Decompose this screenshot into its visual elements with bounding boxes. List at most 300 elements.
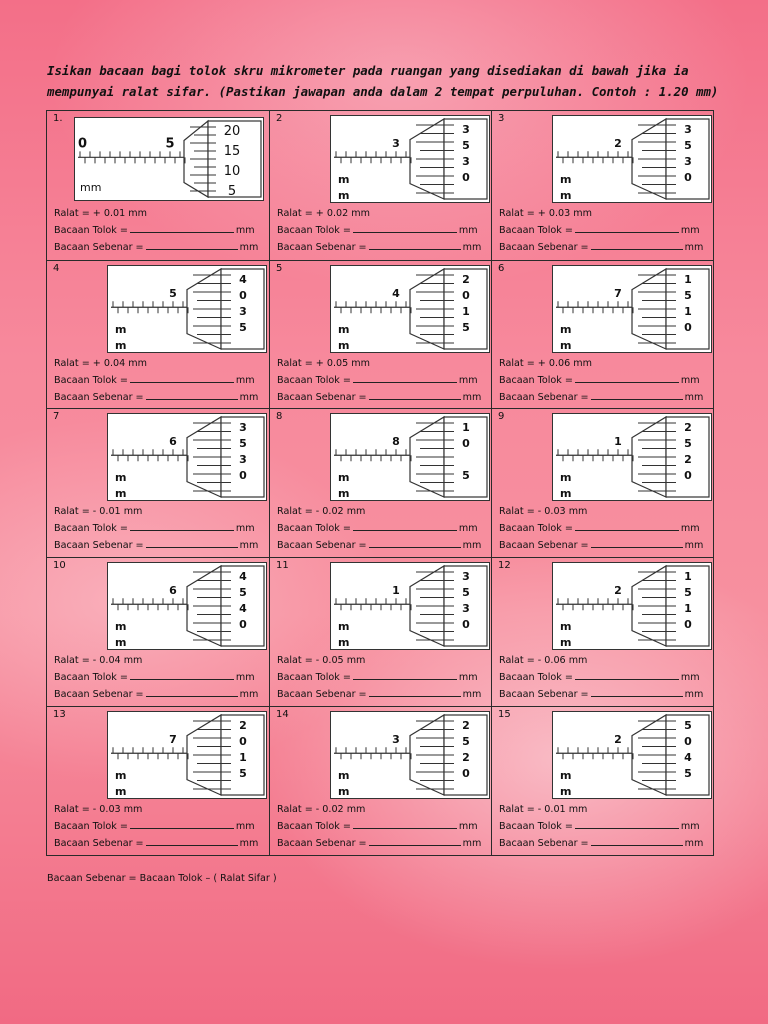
unit-text: mm	[680, 225, 700, 236]
exercise-cell	[270, 111, 492, 261]
exercise-number: 3	[498, 113, 505, 124]
unit-label-bottom: m	[338, 636, 350, 649]
answer-lines	[277, 355, 481, 406]
unit-text: mm	[462, 392, 482, 403]
gauge-reading-blank[interactable]	[353, 521, 457, 531]
thimble-number: 2	[684, 453, 692, 466]
zero-error-line	[54, 355, 258, 372]
thimble-number: 3	[462, 123, 470, 136]
unit-label: mm	[80, 181, 102, 194]
unit-text: mm	[235, 672, 255, 683]
unit-text: mm	[235, 821, 255, 832]
unit-text: mm	[680, 523, 700, 534]
unit-text: mm	[239, 838, 259, 849]
exercise-number: 4	[53, 263, 60, 274]
sleeve-number: 1	[614, 435, 622, 449]
unit-label-bottom: m	[338, 487, 350, 500]
unit-label-bottom: m	[115, 636, 127, 649]
zero-error-text: Ralat = + 0.02 mm	[277, 208, 370, 219]
gauge-reading-label: Bacaan Tolok =	[54, 672, 128, 683]
gauge-reading-label: Bacaan Tolok =	[54, 375, 128, 386]
thimble-number: 5	[239, 321, 247, 334]
exercise-cell	[270, 558, 492, 707]
unit-text: mm	[239, 242, 259, 253]
gauge-reading-line	[277, 818, 481, 835]
sleeve-number: 4	[392, 287, 400, 301]
zero-error-text: Ralat = - 0.01 mm	[54, 506, 143, 517]
thimble-number: 2	[462, 719, 470, 732]
actual-reading-blank[interactable]	[369, 538, 461, 548]
micrometer-diagram	[330, 115, 490, 203]
thimble-number: 0	[462, 767, 470, 780]
thimble-number: 4	[684, 751, 692, 764]
zero-error-text: Ralat = + 0.04 mm	[54, 358, 147, 369]
gauge-reading-label: Bacaan Tolok =	[277, 225, 351, 236]
sleeve-number: 6	[169, 584, 177, 598]
actual-reading-blank[interactable]	[591, 390, 683, 400]
thimble-number: 0	[239, 735, 247, 748]
exercise-number: 1.	[53, 113, 63, 124]
actual-reading-line	[499, 537, 703, 554]
unit-label-top: m	[560, 471, 572, 484]
gauge-reading-blank[interactable]	[575, 223, 679, 233]
thimble-number: 1	[684, 305, 692, 318]
actual-reading-label: Bacaan Sebenar =	[277, 242, 367, 253]
zero-error-line	[499, 355, 703, 372]
actual-reading-label: Bacaan Sebenar =	[499, 242, 589, 253]
sleeve-number: 8	[392, 435, 400, 449]
actual-reading-label: Bacaan Sebenar =	[54, 242, 144, 253]
actual-reading-blank[interactable]	[591, 240, 683, 250]
zero-error-text: Ralat = - 0.06 mm	[499, 655, 588, 666]
gauge-reading-label: Bacaan Tolok =	[499, 225, 573, 236]
gauge-reading-line	[499, 372, 703, 389]
micrometer-diagram	[552, 115, 712, 203]
actual-reading-blank[interactable]	[146, 687, 238, 697]
unit-text: mm	[680, 821, 700, 832]
unit-label-top: m	[338, 620, 350, 633]
thimble-number: 0	[684, 735, 692, 748]
unit-text: mm	[684, 689, 704, 700]
unit-label-bottom: m	[115, 487, 127, 500]
unit-label-bottom: m	[338, 339, 350, 352]
answer-lines	[277, 205, 481, 256]
answer-lines	[54, 205, 258, 256]
zero-error-line	[499, 205, 703, 222]
thimble-number: 1	[684, 570, 692, 583]
gauge-reading-line	[499, 669, 703, 686]
zero-error-text: Ralat = - 0.05 mm	[277, 655, 366, 666]
thimble-number: 4	[239, 602, 247, 615]
actual-reading-line	[54, 239, 258, 256]
exercise-cell	[47, 409, 270, 558]
exercise-grid	[46, 110, 714, 856]
gauge-reading-label: Bacaan Tolok =	[499, 375, 573, 386]
unit-text: mm	[458, 672, 478, 683]
actual-reading-label: Bacaan Sebenar =	[499, 689, 589, 700]
micrometer-diagram	[330, 265, 490, 353]
zero-error-line	[499, 503, 703, 520]
actual-reading-blank[interactable]	[369, 687, 461, 697]
thimble-number: 1	[684, 602, 692, 615]
actual-reading-blank[interactable]	[146, 538, 238, 548]
zero-error-text: Ralat = - 0.03 mm	[499, 506, 588, 517]
sleeve-number: 2	[614, 137, 622, 151]
unit-text: mm	[239, 689, 259, 700]
answer-lines	[54, 503, 258, 554]
zero-error-text: Ralat = - 0.02 mm	[277, 506, 366, 517]
unit-text: mm	[684, 838, 704, 849]
exercise-number: 5	[276, 263, 283, 274]
exercise-number: 7	[53, 411, 60, 422]
unit-text: mm	[235, 225, 255, 236]
unit-label-top: m	[560, 173, 572, 186]
unit-label-top: m	[560, 769, 572, 782]
exercise-number: 13	[53, 709, 66, 720]
actual-reading-label: Bacaan Sebenar =	[277, 689, 367, 700]
actual-reading-blank[interactable]	[591, 538, 683, 548]
unit-text: mm	[458, 523, 478, 534]
unit-label-top: m	[115, 769, 127, 782]
thimble-number: 5	[462, 735, 470, 748]
thimble-number: 5	[239, 767, 247, 780]
unit-text: mm	[239, 540, 259, 551]
zero-error-line	[277, 355, 481, 372]
thimble-number: 0	[684, 171, 692, 184]
gauge-reading-line	[54, 669, 258, 686]
actual-reading-line	[277, 835, 481, 852]
answer-lines	[499, 355, 703, 406]
micrometer-diagram	[552, 562, 712, 650]
answer-lines	[54, 355, 258, 406]
gauge-reading-label: Bacaan Tolok =	[499, 821, 573, 832]
actual-reading-label: Bacaan Sebenar =	[277, 392, 367, 403]
unit-text: mm	[235, 523, 255, 534]
gauge-reading-blank[interactable]	[130, 223, 234, 233]
zero-error-line	[277, 205, 481, 222]
unit-label-bottom: m	[115, 339, 127, 352]
thimble-number: 5	[684, 437, 692, 450]
answer-lines	[499, 205, 703, 256]
exercise-cell	[47, 558, 270, 707]
thimble-number: 3	[462, 155, 470, 168]
exercise-number: 14	[276, 709, 289, 720]
unit-text: mm	[462, 838, 482, 849]
zero-error-line	[277, 503, 481, 520]
exercise-number: 15	[498, 709, 511, 720]
gauge-reading-line	[499, 818, 703, 835]
exercise-cell	[270, 707, 492, 855]
actual-reading-line	[277, 239, 481, 256]
answer-lines	[54, 652, 258, 703]
thimble-number: 0	[462, 289, 470, 302]
thimble-number: 4	[239, 273, 247, 286]
exercise-cell	[492, 558, 713, 707]
gauge-reading-line	[499, 222, 703, 239]
gauge-reading-label: Bacaan Tolok =	[277, 375, 351, 386]
zero-error-line	[54, 801, 258, 818]
micrometer-diagram	[107, 413, 267, 501]
gauge-reading-blank[interactable]	[575, 670, 679, 680]
zero-error-text: Ralat = - 0.03 mm	[54, 804, 143, 815]
thimble-number: 5	[684, 767, 692, 780]
actual-reading-label: Bacaan Sebenar =	[54, 392, 144, 403]
thimble-number: 0	[462, 618, 470, 631]
gauge-reading-line	[277, 372, 481, 389]
exercise-cell	[492, 409, 713, 558]
actual-reading-line	[54, 389, 258, 406]
instruction-line-2: mempunyai ralat sifar. (Pastikan jawapan anda dalam 2 tempat perpuluhan. Contoh : 1.20 mm)	[47, 84, 719, 99]
thimble-number: 2	[462, 273, 470, 286]
unit-label-bottom: m	[560, 189, 572, 202]
actual-reading-line	[54, 835, 258, 852]
exercise-number: 2	[276, 113, 283, 124]
gauge-reading-blank[interactable]	[353, 819, 457, 829]
micrometer-diagram	[552, 413, 712, 501]
gauge-reading-line	[277, 520, 481, 537]
thimble-number: 2	[462, 751, 470, 764]
unit-text: mm	[684, 392, 704, 403]
micrometer-diagram	[552, 265, 712, 353]
thimble-number: 0	[684, 618, 692, 631]
gauge-reading-line	[54, 372, 258, 389]
answer-lines	[499, 652, 703, 703]
actual-reading-line	[499, 239, 703, 256]
exercise-cell	[492, 261, 713, 409]
thimble-number: 1	[684, 273, 692, 286]
zero-error-text: Ralat = + 0.05 mm	[277, 358, 370, 369]
zero-error-line	[277, 652, 481, 669]
thimble-number: 15	[223, 144, 241, 159]
unit-label-top: m	[115, 323, 127, 336]
thimble-number: 1	[239, 751, 247, 764]
unit-label-bottom: m	[560, 339, 572, 352]
thimble-number: 5	[462, 469, 470, 482]
unit-label-bottom: m	[560, 785, 572, 798]
actual-reading-label: Bacaan Sebenar =	[277, 838, 367, 849]
answer-lines	[54, 801, 258, 852]
thimble-number: 0	[684, 469, 692, 482]
actual-reading-blank[interactable]	[591, 836, 683, 846]
micrometer-diagram	[107, 711, 267, 799]
micrometer-diagram	[330, 562, 490, 650]
zero-error-text: Ralat = + 0.06 mm	[499, 358, 592, 369]
gauge-reading-line	[277, 669, 481, 686]
gauge-reading-label: Bacaan Tolok =	[277, 523, 351, 534]
unit-label-top: m	[115, 471, 127, 484]
exercise-cell	[47, 707, 270, 855]
gauge-reading-blank[interactable]	[353, 670, 457, 680]
micrometer-diagram	[74, 117, 264, 201]
instruction-line-1: Isikan bacaan bagi tolok skru mikrometer pada ruangan yang disediakan di bawah jika ia	[47, 63, 689, 78]
zero-error-line	[499, 801, 703, 818]
exercise-number: 10	[53, 560, 66, 571]
sleeve-number: 6	[169, 435, 177, 449]
unit-text: mm	[462, 540, 482, 551]
gauge-reading-blank[interactable]	[130, 521, 234, 531]
actual-reading-label: Bacaan Sebenar =	[499, 392, 589, 403]
actual-reading-blank[interactable]	[369, 390, 461, 400]
thimble-number: 3	[684, 155, 692, 168]
gauge-reading-blank[interactable]	[575, 521, 679, 531]
gauge-reading-line	[54, 818, 258, 835]
gauge-reading-blank[interactable]	[130, 670, 234, 680]
actual-reading-label: Bacaan Sebenar =	[499, 838, 589, 849]
thimble-number: 5	[684, 586, 692, 599]
actual-reading-label: Bacaan Sebenar =	[54, 689, 144, 700]
thimble-number: 5	[684, 289, 692, 302]
zero-error-line	[54, 205, 258, 222]
actual-reading-line	[277, 686, 481, 703]
thimble-number: 3	[462, 602, 470, 615]
unit-text: mm	[458, 821, 478, 832]
gauge-reading-blank[interactable]	[353, 373, 457, 383]
thimble-number: 5	[462, 139, 470, 152]
gauge-reading-label: Bacaan Tolok =	[499, 672, 573, 683]
unit-label-bottom: m	[115, 785, 127, 798]
zero-error-text: Ralat = - 0.04 mm	[54, 655, 143, 666]
actual-reading-line	[277, 389, 481, 406]
exercise-cell	[47, 261, 270, 409]
zero-error-line	[277, 801, 481, 818]
exercise-cell	[270, 261, 492, 409]
thimble-number: 5	[239, 586, 247, 599]
micrometer-diagram	[107, 265, 267, 353]
exercise-number: 9	[498, 411, 505, 422]
thimble-number: 3	[462, 570, 470, 583]
sleeve-number: 3	[392, 733, 400, 747]
actual-reading-blank[interactable]	[369, 240, 461, 250]
actual-reading-label: Bacaan Sebenar =	[54, 540, 144, 551]
actual-reading-blank[interactable]	[146, 390, 238, 400]
sleeve-number: 7	[614, 287, 622, 301]
gauge-reading-blank[interactable]	[130, 819, 234, 829]
unit-text: mm	[680, 672, 700, 683]
actual-reading-blank[interactable]	[146, 836, 238, 846]
sleeve-zero: 0	[78, 136, 88, 152]
exercise-cell	[492, 111, 713, 261]
thimble-number: 5	[227, 184, 237, 199]
instruction-text	[47, 60, 727, 102]
thimble-number: 3	[239, 453, 247, 466]
thimble-number: 20	[223, 124, 241, 139]
thimble-number: 4	[239, 570, 247, 583]
sleeve-number: 5	[165, 136, 175, 152]
micrometer-diagram	[330, 413, 490, 501]
gauge-reading-blank[interactable]	[353, 223, 457, 233]
thimble-number: 5	[239, 437, 247, 450]
answer-lines	[277, 652, 481, 703]
gauge-reading-line	[277, 222, 481, 239]
actual-reading-line	[54, 686, 258, 703]
formula-note: Bacaan Sebenar = Bacaan Tolok – ( Ralat Sifar )	[47, 873, 277, 884]
unit-label-bottom: m	[560, 487, 572, 500]
answer-lines	[499, 503, 703, 554]
unit-text: mm	[239, 392, 259, 403]
unit-text: mm	[235, 375, 255, 386]
exercise-cell	[492, 707, 713, 855]
gauge-reading-line	[54, 520, 258, 537]
thimble-number: 5	[462, 586, 470, 599]
unit-label-bottom: m	[338, 785, 350, 798]
micrometer-diagram	[552, 711, 712, 799]
gauge-reading-line	[54, 222, 258, 239]
unit-label-top: m	[115, 620, 127, 633]
zero-error-text: Ralat = - 0.01 mm	[499, 804, 588, 815]
actual-reading-line	[499, 686, 703, 703]
actual-reading-label: Bacaan Sebenar =	[499, 540, 589, 551]
exercise-number: 12	[498, 560, 511, 571]
thimble-number: 0	[239, 469, 247, 482]
unit-label-top: m	[560, 323, 572, 336]
gauge-reading-blank[interactable]	[130, 373, 234, 383]
actual-reading-label: Bacaan Sebenar =	[277, 540, 367, 551]
gauge-reading-label: Bacaan Tolok =	[277, 821, 351, 832]
unit-label-top: m	[338, 471, 350, 484]
gauge-reading-line	[499, 520, 703, 537]
actual-reading-blank[interactable]	[146, 240, 238, 250]
thimble-number: 0	[239, 618, 247, 631]
unit-label-bottom: m	[560, 636, 572, 649]
unit-text: mm	[458, 225, 478, 236]
unit-text: mm	[684, 540, 704, 551]
actual-reading-line	[499, 835, 703, 852]
gauge-reading-blank[interactable]	[575, 819, 679, 829]
actual-reading-label: Bacaan Sebenar =	[54, 838, 144, 849]
gauge-reading-label: Bacaan Tolok =	[499, 523, 573, 534]
answer-lines	[499, 801, 703, 852]
unit-text: mm	[684, 242, 704, 253]
exercise-number: 11	[276, 560, 289, 571]
thimble-number: 10	[223, 164, 241, 179]
thimble-number: 5	[684, 139, 692, 152]
thimble-number: 1	[462, 305, 470, 318]
thimble-number: 2	[684, 421, 692, 434]
actual-reading-blank[interactable]	[591, 687, 683, 697]
zero-error-line	[499, 652, 703, 669]
zero-error-text: Ralat = + 0.03 mm	[499, 208, 592, 219]
micrometer-diagram	[107, 562, 267, 650]
unit-text: mm	[680, 375, 700, 386]
exercise-number: 6	[498, 263, 505, 274]
gauge-reading-label: Bacaan Tolok =	[277, 672, 351, 683]
zero-error-text: Ralat = + 0.01 mm	[54, 208, 147, 219]
gauge-reading-label: Bacaan Tolok =	[54, 523, 128, 534]
actual-reading-line	[277, 537, 481, 554]
thimble-number: 0	[462, 171, 470, 184]
thimble-number: 3	[239, 305, 247, 318]
actual-reading-line	[54, 537, 258, 554]
zero-error-line	[54, 652, 258, 669]
sleeve-number: 1	[392, 584, 400, 598]
gauge-reading-label: Bacaan Tolok =	[54, 225, 128, 236]
unit-label-top: m	[338, 769, 350, 782]
answer-lines	[277, 801, 481, 852]
actual-reading-blank[interactable]	[369, 836, 461, 846]
answer-lines	[277, 503, 481, 554]
zero-error-line	[54, 503, 258, 520]
unit-text: mm	[462, 242, 482, 253]
sleeve-number: 7	[169, 733, 177, 747]
gauge-reading-blank[interactable]	[575, 373, 679, 383]
unit-text: mm	[462, 689, 482, 700]
sleeve-number: 3	[392, 137, 400, 151]
exercise-cell	[270, 409, 492, 558]
exercise-cell	[47, 111, 270, 261]
unit-label-top: m	[338, 173, 350, 186]
thimble-number: 0	[462, 437, 470, 450]
thimble-number: 3	[684, 123, 692, 136]
